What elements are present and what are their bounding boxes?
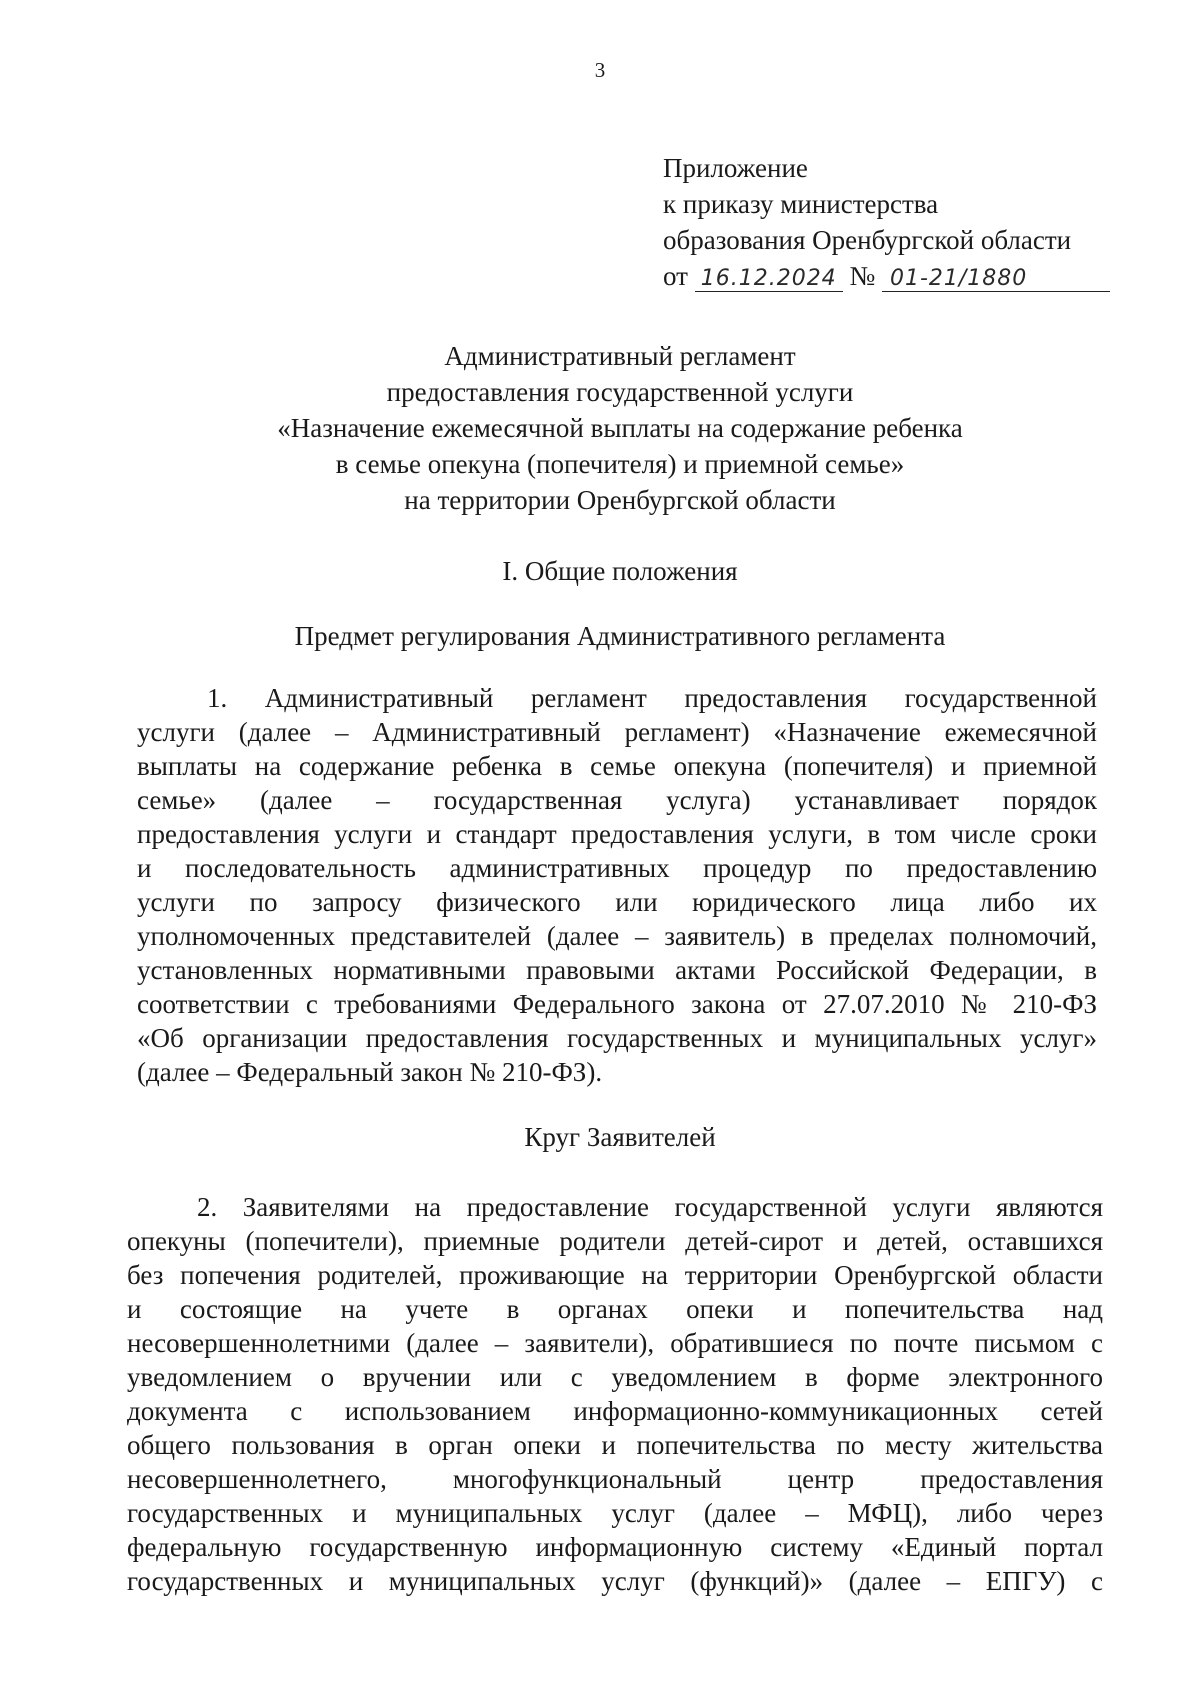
para2-line: несовершеннолетними (далее – заявители), обратившиеся по почте письмом с — [127, 1328, 1103, 1358]
title-line-4: в семье опекуна (попечителя) и приемной семье» — [335, 449, 905, 479]
para1-line: уполномоченных представителей (далее – заявитель) в пределах полномочий, — [137, 921, 1097, 951]
para1-line: семье» (далее – государственная услуга) устанавливает порядок — [137, 785, 1097, 815]
appendix-date-line — [663, 258, 1133, 294]
handwritten-number: 01-21/1880 — [882, 267, 1110, 292]
para1-line: выплаты на содержание ребенка в семье опекуна (попечителя) и приемной — [137, 751, 1097, 781]
para2-line: уведомлением о вручении или с уведомлением в форме электронного — [127, 1362, 1103, 1392]
number-label: № — [849, 261, 876, 291]
document-title — [0, 338, 1200, 518]
para2-line: опекуны (попечители), приемные родители детей-сирот и детей, оставшихся — [127, 1226, 1103, 1256]
section-heading-applicants: Круг Заявителей — [524, 1122, 716, 1152]
handwritten-date: 16.12.2024 — [695, 267, 843, 292]
para2-line: государственных и муниципальных услуг (далее – МФЦ), либо через — [127, 1498, 1103, 1528]
para2-line: без попечения родителей, проживающие на территории Оренбургской области — [127, 1260, 1103, 1290]
appendix-line-2: к приказу министерства — [663, 189, 939, 219]
para2-line: общего пользования в орган опеки и попечительства по месту жительства — [127, 1430, 1103, 1460]
title-line-1: Административный регламент — [444, 341, 796, 371]
para1-line: 1. Административный регламент предоставления государственной — [207, 683, 1097, 713]
appendix-line-1: Приложение — [663, 153, 808, 183]
para1-line: услуги (далее – Административный регламент) «Назначение ежемесячной — [137, 717, 1097, 747]
paragraph-1 — [137, 681, 1097, 1089]
from-label: от — [663, 261, 688, 291]
para1-line: услуги по запросу физического или юридического лица либо их — [137, 887, 1097, 917]
para1-line: и последовательность административных процедур по предоставлению — [137, 853, 1097, 883]
appendix-line-3: образования Оренбургской области — [663, 225, 1072, 255]
section-heading-general: I. Общие положения — [502, 556, 738, 586]
paragraph-2 — [127, 1190, 1103, 1598]
title-line-2: предоставления государственной услуги — [386, 377, 854, 407]
para2-line: 2. Заявителями на предоставление государственной услуги являются — [197, 1192, 1103, 1222]
para1-line: «Об организации предоставления государственных и муниципальных услуг» — [137, 1023, 1097, 1053]
para2-line: государственных и муниципальных услуг (функций)» (далее – ЕПГУ) с — [127, 1566, 1103, 1596]
para1-line: предоставления услуги и стандарт предоставления услуги, в том числе сроки — [137, 819, 1097, 849]
title-line-5: на территории Оренбургской области — [404, 485, 836, 515]
para2-line: федеральную государственную информационную систему «Единый портал — [127, 1532, 1103, 1562]
para2-line: и состоящие на учете в органах опеки и попечительства над — [127, 1294, 1103, 1324]
para1-line: соответствии с требованиями Федерального закона от 27.07.2010 № 210-ФЗ — [137, 989, 1097, 1019]
title-line-3: «Назначение ежемесячной выплаты на содержание ребенка — [277, 413, 963, 443]
para2-line: документа с использованием информационно-коммуникационных сетей — [127, 1396, 1103, 1426]
page-number: 3 — [594, 58, 606, 82]
appendix-block — [663, 150, 1133, 294]
para1-line: (далее – Федеральный закон № 210-ФЗ). — [137, 1057, 603, 1087]
para2-line: несовершеннолетнего, многофункциональный центр предоставления — [127, 1464, 1103, 1494]
subsection-heading-subject: Предмет регулирования Административного регламента — [294, 621, 946, 651]
para1-line: установленных нормативными правовыми актами Российской Федерации, в — [137, 955, 1097, 985]
